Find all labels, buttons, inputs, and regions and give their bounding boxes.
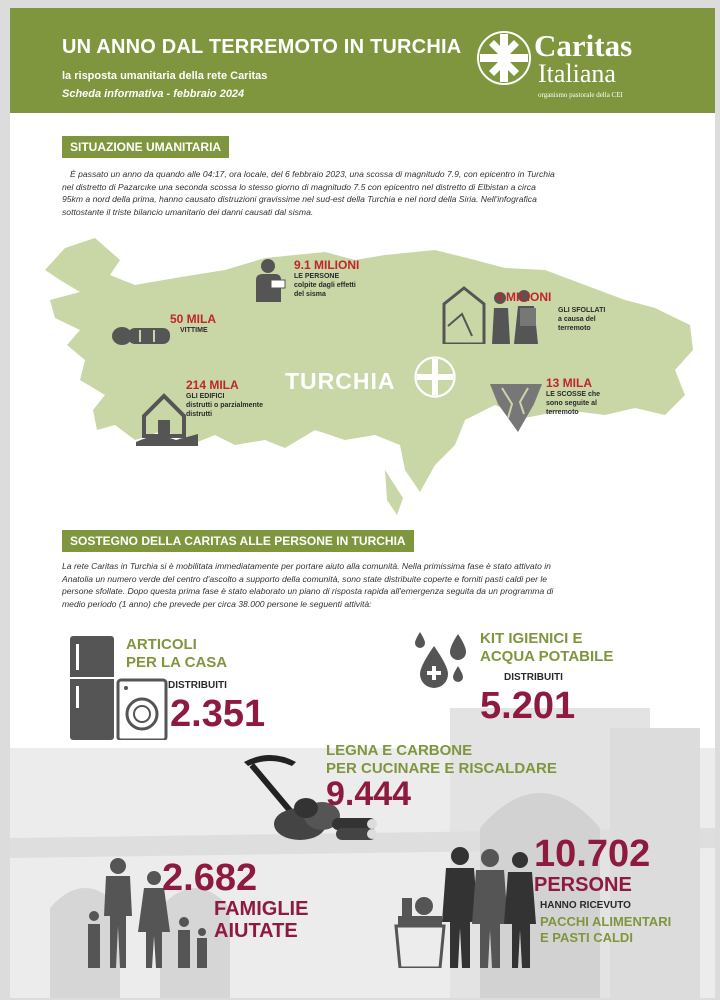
text-line: persone sfollate. Dopo questa prima fase è stato elaborato un piano di risposta rapida all'emergenza seguita da un programma di: [62, 586, 554, 596]
caritas-logo: [476, 30, 666, 100]
caritas-cross-icon: [414, 356, 456, 398]
stat-value: 50 MILA: [170, 312, 217, 326]
aid-title-line: KIT IGIENICI E: [480, 630, 583, 647]
aid-label-line: PACCHI ALIMENTARI: [540, 914, 672, 929]
text-line: medio periodo (1 anno) che prevede per circa 38.000 persone le seguenti attività:: [62, 598, 372, 609]
aid-title-articoli: [126, 636, 227, 672]
text-line: sottostante il triste bilancio umanitario dei danni causati dal sisma.: [62, 206, 314, 217]
water-drops-icon: [410, 628, 474, 692]
logo-name-2: Italiana: [538, 59, 616, 88]
stat-label: del sisma: [294, 291, 326, 298]
aid-label-line: E PASTI CALDI: [540, 930, 633, 945]
aid-label-distribuiti: DISTRIBUITI: [168, 680, 227, 691]
sheet-date: Scheda informativa - febbraio 2024: [62, 88, 245, 100]
aid-label-pacchi: [540, 914, 671, 946]
stat-label: VITTIME: [180, 327, 208, 334]
stat-scosse: [546, 376, 600, 417]
stat-label: GLI EDIFICI: [186, 393, 225, 400]
aid-title-legna: [326, 742, 557, 778]
section-heading-situazione: SITUAZIONE UMANITARIA: [62, 136, 229, 158]
people-food-basket-icon: [390, 846, 536, 968]
aid-title-line: PER CUCINARE E RISCALDARE: [326, 760, 557, 777]
aid-label-line: AIUTATE: [214, 920, 298, 942]
logo-name: Caritas: [534, 28, 633, 63]
aid-value-persone: 10.702: [534, 833, 651, 875]
text-line: Anatolia un numero verde del centro d'ascolto a supporto della comunità, sono state distribuite coperte e forniti pasti caldi per le: [62, 573, 548, 584]
aid-value-kit: 5.201: [480, 685, 576, 727]
earthquake-icon: [488, 374, 544, 432]
stat-value: 13 MILA: [546, 376, 593, 390]
stat-label: distrutti o parzialmente: [186, 402, 264, 409]
map-country-label: TURCHIA: [285, 368, 396, 394]
stat-persone-colpite: [294, 258, 359, 299]
aid-title-line: PER LA CASA: [126, 654, 228, 671]
sostegno-text: [62, 560, 682, 610]
aid-value-famiglie: 2.682: [162, 857, 258, 899]
header-banner: [10, 8, 715, 113]
stat-edifici: [186, 378, 263, 419]
aid-title-line: ARTICOLI: [126, 636, 197, 653]
aid-label-ricevuto: HANNO RICEVUTO: [540, 900, 631, 911]
text-line: nel distretto di Pazarcıke una seconda scossa lo stesso giorno di magnitudo 7.5 con epicentro nel distretto di Elbistan a circa: [62, 181, 536, 192]
stat-label: sono seguite al: [546, 400, 597, 407]
stat-label: GLI SFOLLATI: [558, 307, 606, 314]
aid-title-line: ACQUA POTABILE: [480, 648, 614, 665]
stat-sfollati: [496, 290, 551, 304]
stat-label: LE PERSONE: [294, 273, 340, 280]
victim-icon: [110, 320, 172, 346]
stat-label: terremoto: [546, 409, 579, 416]
stat-value: 9.1 MILIONI: [294, 258, 360, 272]
aid-label-persone: PERSONE: [534, 874, 632, 896]
stat-vittime: [170, 312, 216, 335]
aid-title-line: LEGNA E CARBONE: [326, 742, 473, 759]
stat-sfollati-label: [558, 306, 605, 333]
aid-label-line: FAMIGLIE: [214, 898, 309, 920]
stat-label: terremoto: [558, 325, 591, 332]
logo-tagline: organismo pastorale della CEI: [538, 91, 623, 99]
stat-label: colpite dagli effetti: [294, 282, 356, 289]
page-title: UN ANNO DAL TERREMOTO IN TURCHIA: [62, 36, 462, 58]
text-line: È passato un anno da quando alle 04:17, ora locale, del 6 febbraio 2023, una scossa di magnitudo 7.9, con epicentro in Turchia: [70, 169, 555, 179]
caritas-cross-icon: [476, 30, 532, 86]
situazione-text: [62, 168, 682, 218]
infographic-page: [10, 8, 715, 998]
aid-title-kit: [480, 630, 613, 666]
text-line: 95km a nord della prima, hanno causato distruzioni gravissime nel sud-est della Turchia e nel nord della Siria. Nell'infografica: [62, 194, 537, 204]
stat-value: 214 MILA: [186, 378, 239, 392]
aid-label-distribuiti: DISTRIBUITI: [504, 672, 563, 683]
aid-value-legna: 9.444: [326, 775, 412, 813]
stat-label: a causa del: [558, 316, 596, 323]
stat-label: LE SCOSSE che: [546, 391, 601, 398]
section-heading-sostegno: SOSTEGNO DELLA CARITAS ALLE PERSONE IN TURCHIA: [62, 530, 414, 552]
injured-person-icon: [253, 258, 287, 302]
text-line: La rete Caritas in Turchia si è mobilitata immediatamente per portare aiuto alla comunità. Nella primissima fase è stato attivato in: [62, 561, 551, 571]
stat-value: 4 MILIONI: [496, 290, 552, 304]
aid-label-famiglie: [214, 898, 308, 942]
stat-label: distrutti: [186, 411, 213, 418]
aid-value-articoli: 2.351: [170, 693, 266, 735]
page-subtitle: la risposta umanitaria della rete Caritas: [62, 70, 268, 82]
